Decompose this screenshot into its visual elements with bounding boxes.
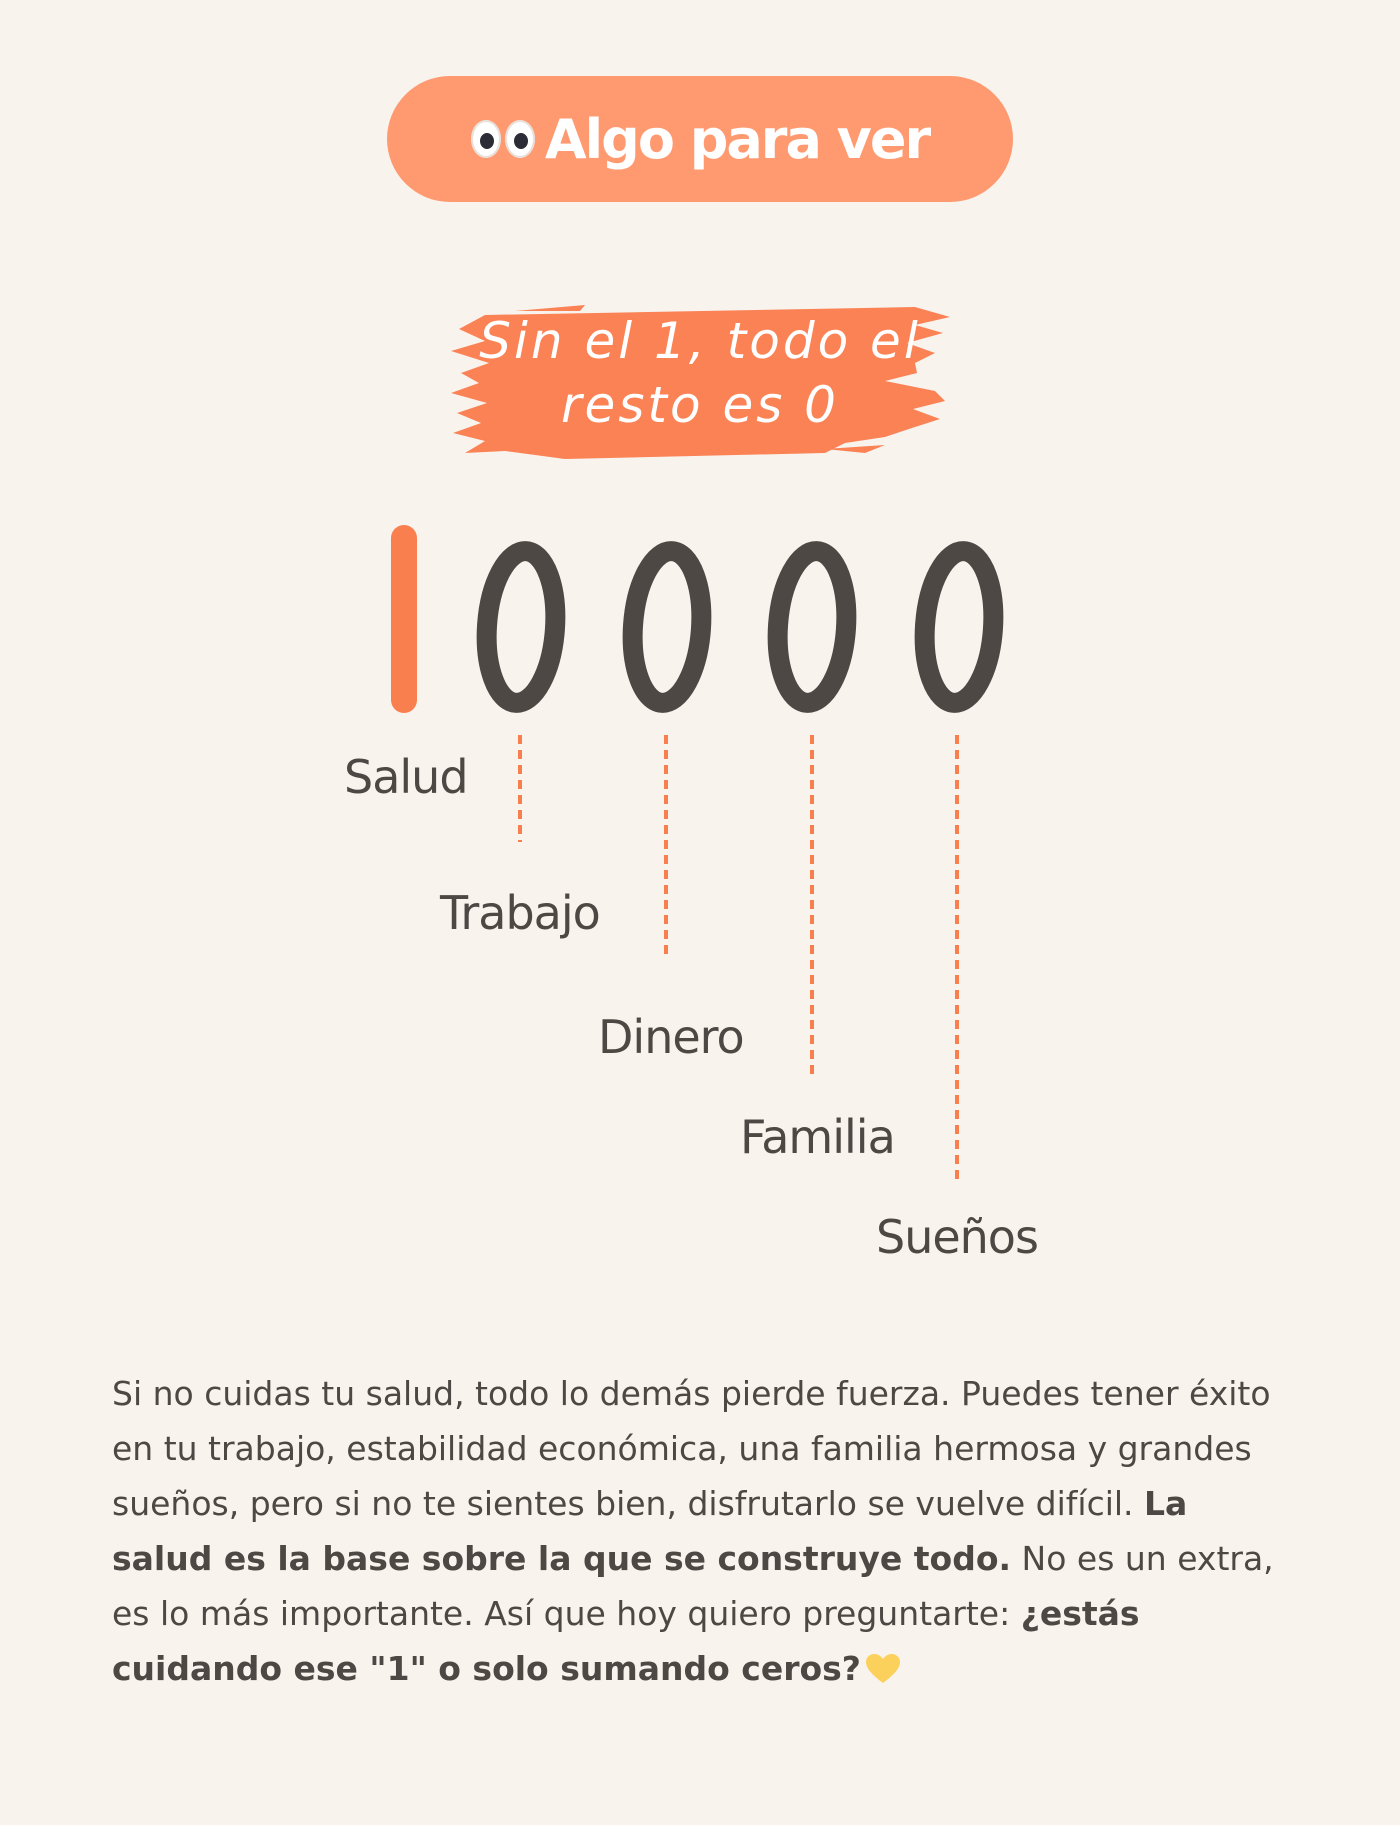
digit-zero-4 (920, 549, 998, 705)
paragraph-text-1: Si no cuidas tu salud, todo lo demás pierde fuerza. Puedes tener éxito en tu trabajo, estabilidad económica, una familia hermosa y grandes sueños, pero si no te sientes bien, disfrutarlo se vuelve difícil. (112, 1374, 1271, 1523)
label-familia: Familia (740, 1110, 895, 1164)
paragraph-text-2: No es un extra, es lo más importante. Así que hoy quiero preguntarte: (112, 1539, 1274, 1633)
digit-zero-2 (628, 549, 706, 705)
label-suenos: Sueños (876, 1210, 1038, 1264)
paragraph-bold-2: ¿estás cuidando ese "1" o solo sumando ceros? (112, 1594, 1140, 1688)
digit-zero-3 (773, 549, 851, 705)
paragraph-bold-1: La salud es la base sobre la que se construye todo. (112, 1484, 1188, 1578)
section-title: Algo para ver (544, 107, 930, 171)
label-salud: Salud (344, 750, 468, 804)
label-dinero: Dinero (598, 1010, 744, 1064)
slogan-line-1: Sin el 1, todo el (479, 312, 921, 370)
slogan-line-2: resto es 0 (561, 376, 839, 434)
body-paragraph (112, 1366, 1292, 1696)
digit-zero-1 (482, 549, 560, 705)
label-trabajo: Trabajo (440, 886, 600, 940)
yellow-heart-icon (865, 1645, 901, 1675)
